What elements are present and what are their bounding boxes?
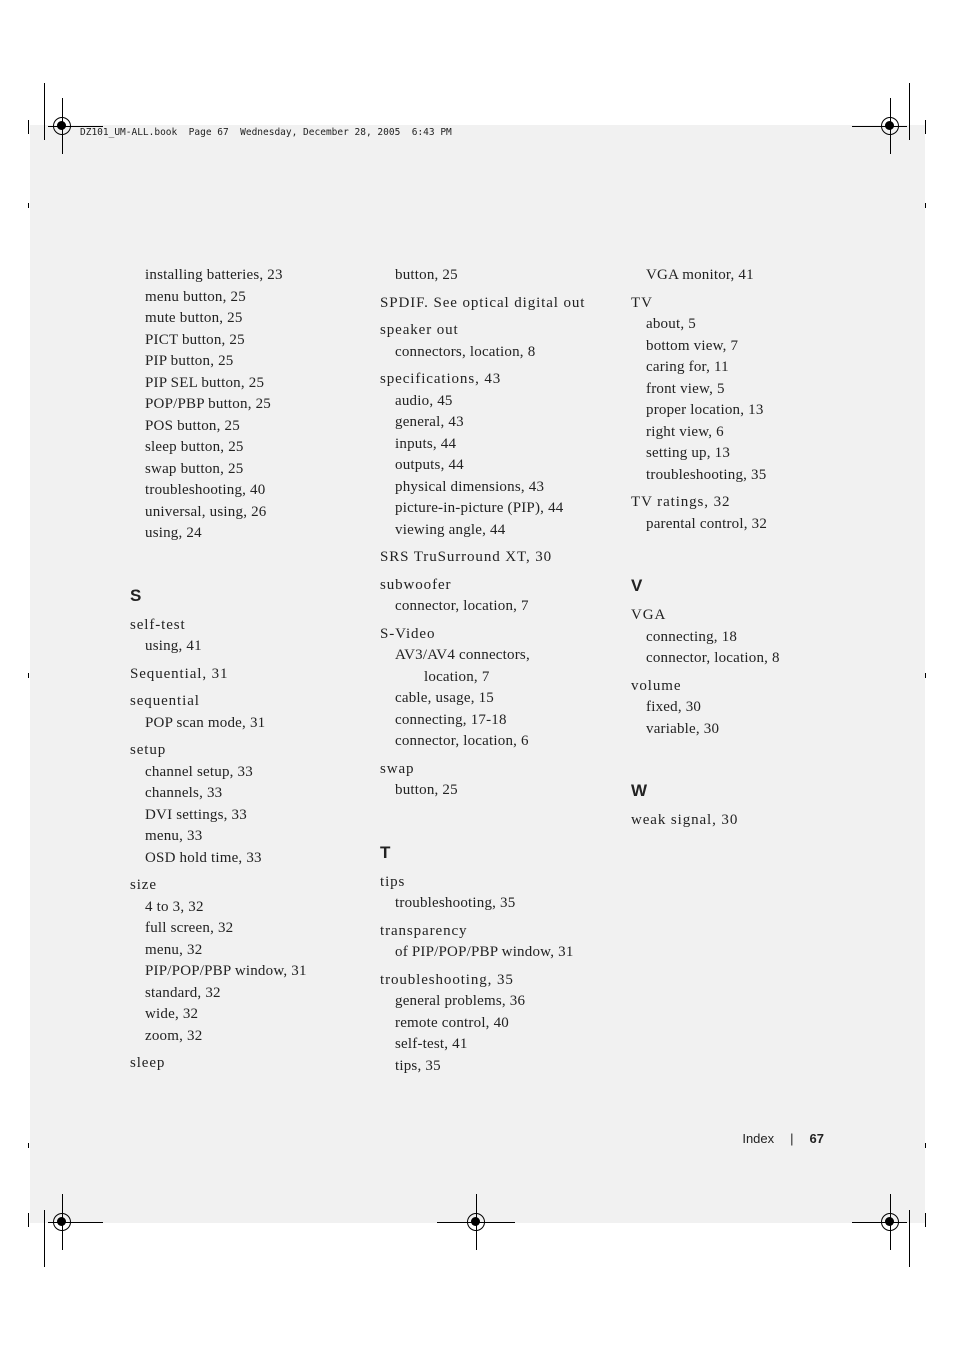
index-subentry: right view, 6 [646, 423, 724, 440]
index-term: setup [130, 742, 167, 758]
index-term: Sequential, 31 [130, 665, 229, 682]
index-subentry: connectors, location, 8 [395, 343, 536, 360]
index-subentry: POS button, 25 [145, 417, 240, 434]
index-subentry: front view, 5 [646, 380, 725, 397]
index-subentry: PICT button, 25 [145, 331, 245, 348]
index-term: sleep [130, 1055, 166, 1071]
index-subentry: self-test, 41 [395, 1036, 468, 1052]
index-entry [631, 605, 851, 670]
index-entry [631, 676, 851, 741]
index-subentry: sleep button, 25 [145, 439, 244, 455]
index-subentry: 4 to 3, 32 [145, 898, 204, 915]
index-term: SRS TruSurround XT, 30 [380, 549, 553, 565]
index-subentry: parental control, 32 [646, 515, 768, 532]
index-entry [130, 691, 370, 734]
index-letter-heading: T [380, 842, 391, 862]
index-entry [380, 970, 620, 1078]
index-subentry: caring for, 11 [646, 359, 729, 375]
index-subentry: outputs, 44 [395, 457, 464, 473]
index-entry [631, 810, 851, 832]
index-subentry: PIP SEL button, 25 [145, 374, 265, 391]
index-term: volume [631, 677, 682, 694]
index-subentry: full screen, 32 [145, 920, 234, 936]
index-letter-heading: W [631, 781, 648, 800]
index-subentry: about, 5 [646, 316, 696, 332]
index-term: TV [631, 294, 653, 311]
index-term: size [130, 877, 157, 893]
index-subentry: audio, 45 [395, 392, 453, 409]
index-subentry: button, 25 [395, 782, 458, 798]
index-subentry: picture-in-picture (PIP), 44 [395, 500, 564, 516]
index-entry [631, 492, 851, 535]
index-subentry: swap button, 25 [145, 460, 244, 477]
index-term: sequential [130, 693, 200, 709]
footer-separator: | [790, 1131, 794, 1146]
index-subentry: connecting, 18 [646, 628, 738, 645]
page-number: 67 [809, 1131, 824, 1146]
index-entry [380, 624, 620, 753]
index-entry [631, 265, 851, 287]
index-term: speaker out [380, 322, 459, 338]
index-subentry: inputs, 44 [395, 435, 457, 452]
index-subentry: OSD hold time, 33 [145, 849, 262, 866]
index-entry [130, 664, 370, 686]
index-subentry: cable, usage, 15 [395, 690, 494, 706]
index-subentry: troubleshooting, 35 [646, 466, 767, 483]
index-term: swap [380, 760, 415, 777]
index-subentry: PIP button, 25 [145, 353, 234, 369]
index-subentry: general, 43 [395, 414, 464, 430]
index-subentry: using, 41 [145, 638, 202, 654]
index-entry [380, 320, 620, 363]
index-subentry: fixed, 30 [646, 699, 702, 715]
index-subentry: connector, location, 6 [395, 733, 529, 749]
index-subentry: connector, location, 7 [395, 598, 529, 614]
index-subentry: mute button, 25 [145, 310, 243, 326]
index-entry [380, 921, 620, 964]
index-subentry: physical dimensions, 43 [395, 478, 545, 495]
index-entry [380, 872, 620, 915]
index-letter-heading: V [631, 576, 643, 595]
index-entry [130, 265, 370, 545]
index-subentry: general problems, 36 [395, 993, 526, 1009]
index-term: weak signal, 30 [631, 812, 739, 828]
index-entry [631, 293, 851, 487]
index-subentry: of PIP/POP/PBP window, 31 [395, 944, 574, 960]
index-entry [130, 740, 370, 869]
index-subentry: DVI settings, 33 [145, 806, 247, 823]
index-entry [130, 875, 370, 1047]
index-entry [130, 615, 370, 658]
index-subentry: channels, 33 [145, 785, 223, 801]
index-subentry: VGA monitor, 41 [646, 267, 754, 283]
index-subentry: troubleshooting, 35 [395, 895, 516, 911]
index-subentry: setting up, 13 [646, 445, 731, 461]
index-subentry: troubleshooting, 40 [145, 482, 266, 498]
index-entry [380, 759, 620, 802]
index-subentry: menu, 33 [145, 828, 203, 844]
index-subentry: proper location, 13 [646, 402, 764, 418]
index-subentry: using, 24 [145, 525, 202, 541]
index-subentry: remote control, 40 [395, 1014, 509, 1031]
index-entry [130, 1053, 370, 1075]
index-term: tips [380, 873, 406, 890]
index-term: subwoofer [380, 576, 452, 593]
index-column-3 [631, 265, 851, 838]
index-term: SPDIF. See optical digital out [380, 294, 586, 311]
index-term: self-test [130, 616, 186, 633]
index-subentry: channel setup, 33 [145, 763, 253, 780]
index-subentry: standard, 32 [145, 984, 221, 1001]
index-term: transparency [380, 922, 468, 939]
index-column-1 [130, 265, 370, 1081]
page-footer [742, 1131, 824, 1146]
index-subentry: wide, 32 [145, 1006, 199, 1022]
index-term: S-Video [380, 625, 436, 642]
index-entry [380, 369, 620, 541]
index-subentry: POP/PBP button, 25 [145, 396, 272, 412]
index-subentry: viewing angle, 44 [395, 521, 506, 538]
index-subentry: button, 25 [395, 267, 458, 283]
index-subentry: universal, using, 26 [145, 503, 267, 520]
index-entry [380, 575, 620, 618]
index-subentry: tips, 35 [395, 1057, 441, 1074]
footer-section: Index [742, 1131, 775, 1146]
index-subentry: menu, 32 [145, 941, 203, 958]
index-entry [380, 547, 620, 569]
index-term: TV ratings, 32 [631, 494, 731, 510]
index-column-2 [380, 265, 620, 1083]
index-subentry-continued: location, 7 [424, 668, 490, 685]
print-slug: DZ101_UM-ALL.book Page 67 Wednesday, December 28, 2005 6:43 PM [80, 127, 452, 138]
index-subentry: AV3/AV4 connectors, [395, 647, 530, 663]
index-term: specifications, 43 [380, 371, 502, 387]
index-entry [380, 265, 620, 287]
index-subentry: variable, 30 [646, 720, 720, 737]
index-term: VGA [631, 607, 667, 623]
index-subentry: bottom view, 7 [646, 337, 739, 354]
index-term: troubleshooting, 35 [380, 971, 514, 988]
index-subentry: zoom, 32 [145, 1027, 203, 1044]
index-entry [380, 293, 620, 315]
index-subentry: connecting, 17-18 [395, 711, 507, 728]
index-subentry: POP scan mode, 31 [145, 714, 266, 731]
index-subentry: PIP/POP/PBP window, 31 [145, 963, 307, 979]
index-letter-heading: S [130, 585, 142, 605]
index-subentry: connector, location, 8 [646, 650, 780, 666]
index-subentry: menu button, 25 [145, 288, 246, 305]
index-subentry: installing batteries, 23 [145, 267, 283, 283]
